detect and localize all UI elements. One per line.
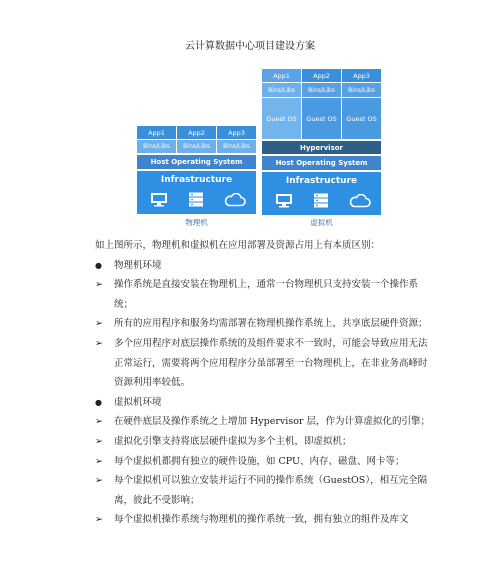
list-item	[95, 314, 435, 334]
list-item-text: 每个虚拟机都拥有独立的硬件设施，如 CPU、内存、磁盘、网卡等；	[114, 455, 405, 467]
virtual-app-2: App2	[302, 69, 341, 82]
arrow-bullet-icon: ➢	[95, 318, 103, 330]
list-item-text: 多个应用程序对底层操作系统的及组件要求不一致时，可能会导致应用无法正常运行，需要将两个应用程序分虽部署至一台物理机上，在非业务高峰时资源利用率较低。	[114, 337, 428, 389]
physical-app-1: App1	[137, 126, 176, 139]
bullet-dot-icon: ●	[95, 397, 102, 407]
physical-bins-3: Bins/Libs	[217, 140, 256, 153]
arrow-bullet-icon: ➢	[95, 435, 103, 447]
physical-infrastructure-label: Infrastructure	[160, 175, 233, 185]
arrow-bullet-icon: ➢	[95, 514, 103, 526]
arrow-bullet-icon: ➢	[95, 279, 103, 291]
document-body	[95, 236, 435, 530]
virtual-hypervisor: Hypervisor	[262, 141, 381, 154]
physical-app-3: App3	[217, 126, 256, 139]
virtual-guest-os-3: Guest OS	[342, 98, 381, 139]
list-item	[95, 452, 435, 472]
monitor-icon	[275, 193, 293, 208]
list-item	[95, 412, 435, 432]
list-item-text: 所有的应用程序和服务均需部署在物理机操作系统上，共享底层硬件资源；	[114, 318, 428, 330]
physical-app-2: App2	[177, 126, 216, 139]
virtual-app-3: App3	[342, 69, 381, 82]
list-item	[95, 510, 435, 530]
bullet-virtual	[95, 393, 435, 413]
virtual-app-1: App1	[262, 69, 301, 82]
list-item-text: 操作系统是直接安装在物理机上，通常一台物理机只支持安装一个操作系统；	[114, 279, 419, 310]
virtual-guest-os-1: Guest OS	[262, 98, 301, 139]
architecture-diagram	[0, 0, 500, 235]
physical-host-os: Host Operating System	[137, 155, 256, 169]
virtual-bins-1: Bins/Libs	[262, 83, 301, 97]
physical-bins-1: Bins/Libs	[137, 140, 176, 153]
virtual-caption: 虚拟机	[310, 218, 333, 227]
physical-caption: 物理机	[185, 218, 208, 227]
virtual-guest-os-2: Guest OS	[302, 98, 341, 139]
virtual-machine-stack	[262, 69, 381, 215]
virtual-bins-3: Bins/Libs	[342, 83, 381, 97]
arrow-bullet-icon: ➢	[95, 455, 103, 467]
list-item	[95, 275, 435, 314]
virtual-bins-2: Bins/Libs	[302, 83, 341, 97]
list-item	[95, 471, 435, 510]
bullet-dot-icon: ●	[95, 260, 102, 270]
arrow-bullet-icon: ➢	[95, 416, 103, 428]
virtual-host-os: Host Operating System	[262, 156, 381, 170]
list-item-text: 虚拟化引擎支持将底层硬件虚拟为多个主机，即虚拟机；	[114, 435, 352, 447]
list-item	[95, 334, 435, 393]
document-title: 云计算数据中心项目建设方案	[185, 41, 315, 52]
server-icon	[188, 192, 204, 207]
arrow-bullet-icon: ➢	[95, 475, 103, 487]
list-item	[95, 432, 435, 452]
list-item-text: 每个虚拟机可以独立安装并运行不同的操作系统（GuestOS），相互完全隔离，彼此不受影响；	[114, 475, 428, 506]
physical-bins-2: Bins/Libs	[177, 140, 216, 153]
cloud-icon	[349, 194, 371, 208]
bullet-physical-title: 物理机环境	[114, 259, 162, 271]
list-item-text: 每个虚拟机操作系统与物理机的操作系统一致，拥有独立的组件及库文	[114, 514, 409, 526]
virtual-infrastructure-label: Infrastructure	[285, 176, 358, 186]
monitor-icon	[150, 192, 168, 207]
intro-paragraph: 如上图所示，物理机和虚拟机在应用部署及资源占用上有本质区别：	[95, 240, 381, 251]
list-item-text: 在硬件底层及操作系统之上增加 Hypervisor 层，作为计算虚拟化的引擎；	[114, 416, 430, 428]
server-icon	[313, 193, 329, 208]
bullet-virtual-title: 虚拟机环境	[114, 396, 162, 408]
arrow-bullet-icon: ➢	[95, 337, 103, 349]
bullet-physical	[95, 256, 435, 276]
cloud-icon	[224, 193, 246, 207]
physical-machine-stack	[137, 126, 256, 214]
